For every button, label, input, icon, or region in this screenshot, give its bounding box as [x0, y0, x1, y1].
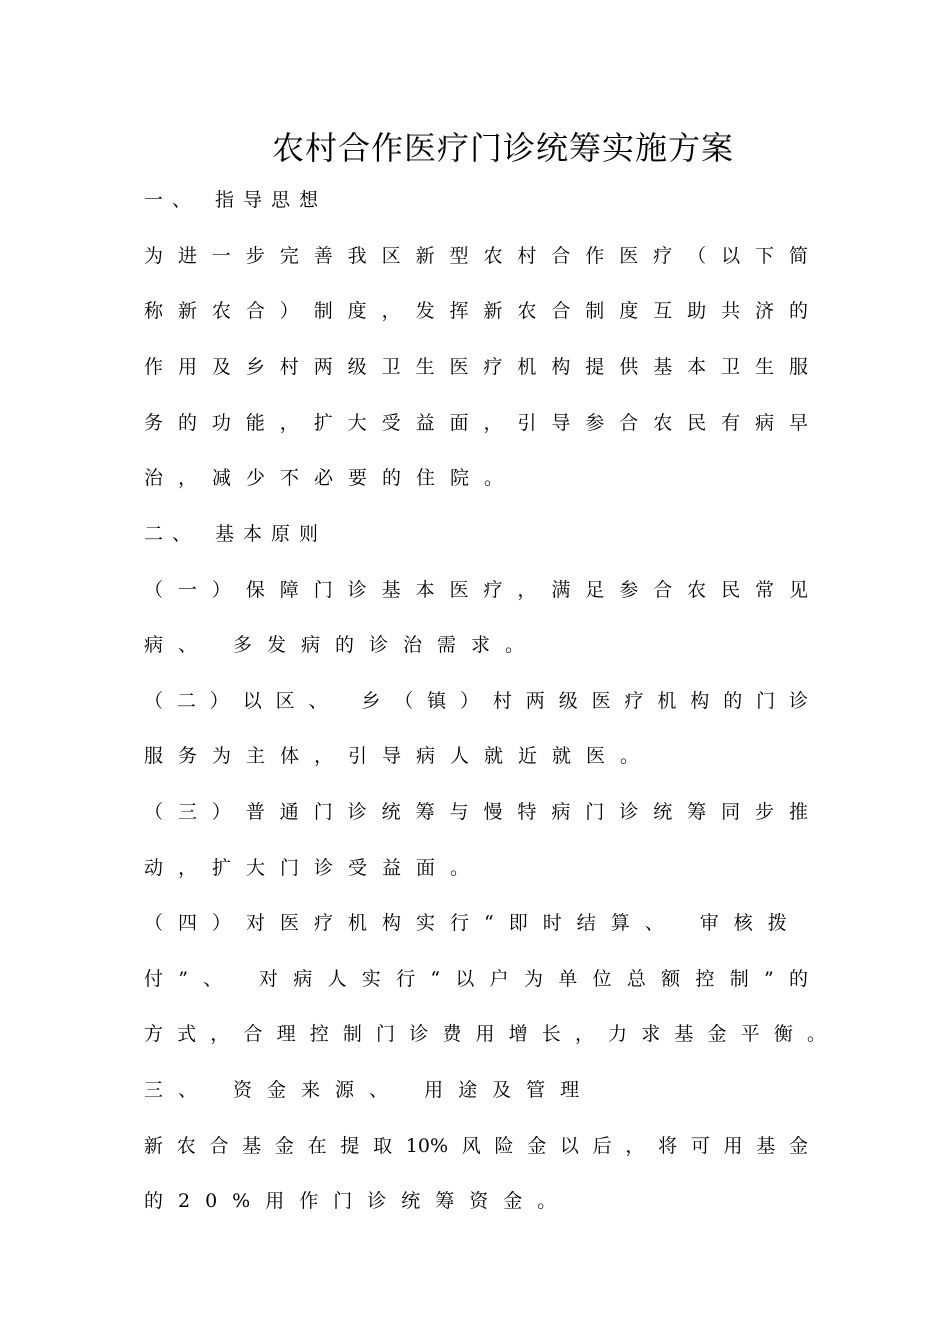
- paragraph-line: （一）保障门诊基本医疗，满足参合农民常见: [144, 579, 808, 601]
- paragraph-line: 动，扩大门诊受益面。: [144, 857, 485, 879]
- paragraph-line: 称新农合）制度，发挥新农合制度互助共济的: [144, 300, 808, 322]
- section-heading-basic-principles: 二、 基本原则: [144, 523, 328, 545]
- paragraph-line: （二）以区、 乡（镇）村两级医疗机构的门诊: [144, 690, 808, 712]
- paragraph-line: 为进一步完善我区新型农村合作医疗（以下简: [144, 245, 808, 267]
- paragraph-line: 病、 多发病的诊治需求。: [144, 634, 540, 656]
- section-heading-funding: 三、 资金来源、 用途及管理: [144, 1079, 595, 1101]
- paragraph-line: 新农合基金在提取10%风险金以后，将可用基金: [144, 1135, 808, 1157]
- section-heading-guiding-ideology: 一、 指导思想: [144, 189, 328, 211]
- paragraph-line: 治，减少不必要的住院。: [144, 467, 519, 489]
- paragraph-line: 付”、 对病人实行“以户为单位总额控制”的: [144, 968, 808, 990]
- paragraph-line: 服务为主体，引导病人就近就医。: [144, 745, 655, 767]
- paragraph-line: 作用及乡村两级卫生医疗机构提供基本卫生服: [144, 356, 808, 378]
- paragraph-line: 务的功能，扩大受益面，引导参合农民有病早: [144, 412, 808, 434]
- paragraph-line: （四）对医疗机构实行“即时结算、 审核拨: [144, 912, 802, 934]
- paragraph-line: （三）普通门诊统筹与慢特病门诊统筹同步推: [144, 801, 808, 823]
- paragraph-line: 的20%用作门诊统筹资金。: [144, 1190, 572, 1212]
- document-title: 农村合作医疗门诊统筹实施方案: [272, 129, 735, 167]
- paragraph-line: 方式，合理控制门诊费用增长，力求基金平衡。: [144, 1023, 826, 1045]
